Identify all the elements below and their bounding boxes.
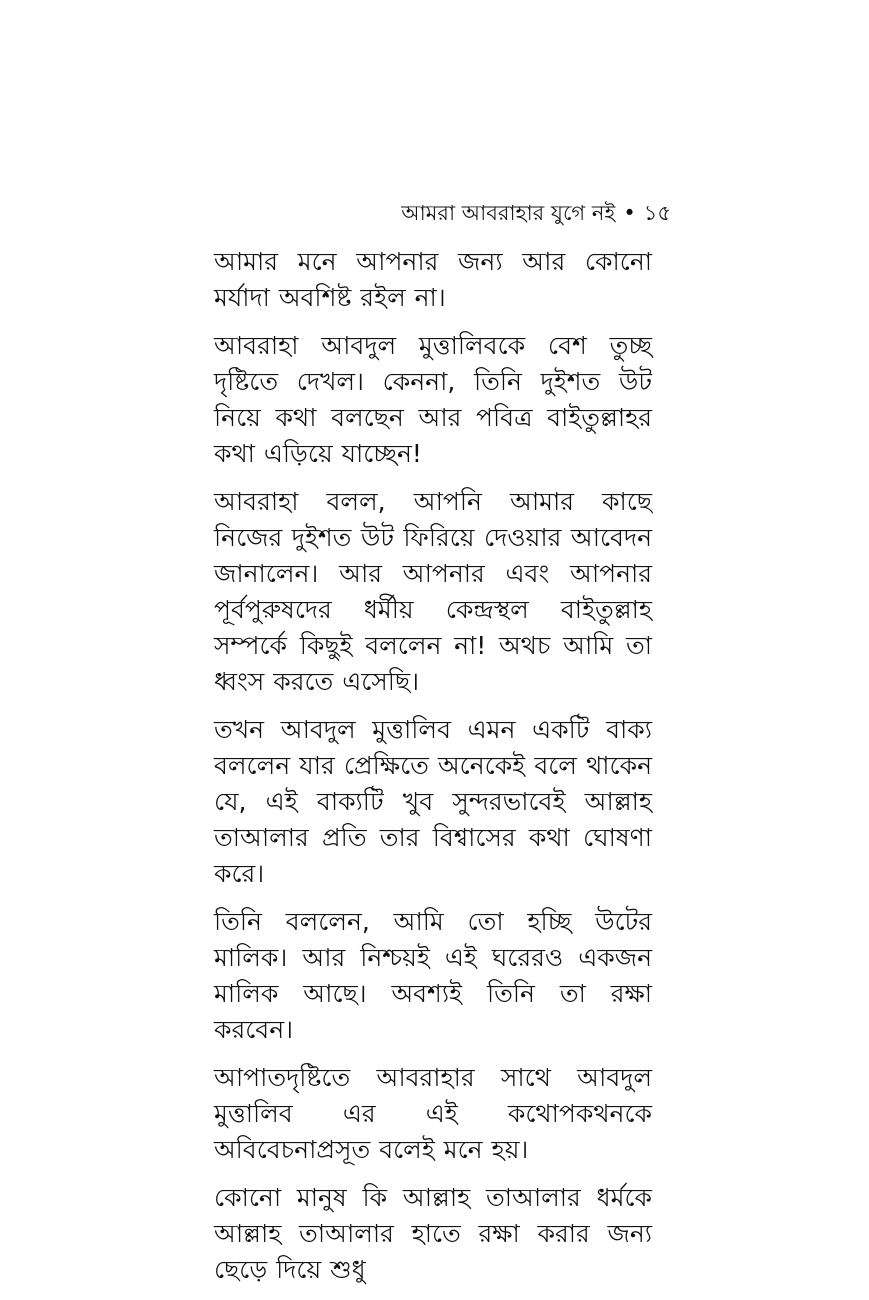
- running-header-title: আমরা আবরাহার যুগে নই: [401, 201, 616, 225]
- paragraph: তখন আবদুল মুত্তালিব এমন একটি বাক্য বললেন যার প্রেক্ষিতে অনেকেই বলে থাকেন যে, এই বাক্যটি খুব সুন্দরভাবেই আল্লাহ তাআলার প্রতি তার বিশ্বাসের কথা ঘোষণা করে।: [214, 715, 652, 888]
- page-body: [214, 244, 652, 1300]
- paragraph: তিনি বললেন, আমি তো হচ্ছি উটের মালিক। আর নিশ্চয়ই এই ঘরেরও একজন মালিক আছে। অবশ্যই তিনি তা রক্ষা করবেন।: [214, 907, 652, 1044]
- paragraph: আমার মনে আপনার জন্য আর কোনো মর্যাদা অবশিষ্ট রইল না।: [214, 247, 652, 312]
- header-separator: •: [623, 201, 636, 225]
- paragraph: আবরাহা বলল, আপনি আমার কাছে নিজের দুইশত উট ফিরিয়ে দেওয়ার আবেদন জানালেন। আর আপনার এবং আপনার পূর্বপুরুষদের ধর্মীয় কেন্দ্রস্থল বাইতুল্লাহ সম্পর্কে কিছুই বললেন না! অথচ আমি তা ধ্বংস করতে এসেছি।: [214, 487, 652, 696]
- paragraph: কোনো মানুষ কি আল্লাহ তাআলার ধর্মকে আল্লাহ তাআলার হাতে রক্ষা করার জন্য ছেড়ে দিয়ে শুধু: [214, 1183, 652, 1284]
- paragraph: আপাতদৃষ্টিতে আবরাহার সাথে আবদুল মুত্তালিব এর এই কথোপকথনকে অবিবেচনাপ্রসূত বলেই মনে হয়।: [214, 1063, 652, 1164]
- page-number: ১৫: [643, 201, 671, 225]
- running-header: [401, 198, 671, 228]
- paragraph: আবরাহা আবদুল মুত্তালিবকে বেশ তুচ্ছ দৃষ্টিতে দেখল। কেননা, তিনি দুইশত উট নিয়ে কথা বলছেন আর পবিত্র বাইতুল্লাহর কথা এড়িয়ে যাচ্ছেন!: [214, 331, 652, 468]
